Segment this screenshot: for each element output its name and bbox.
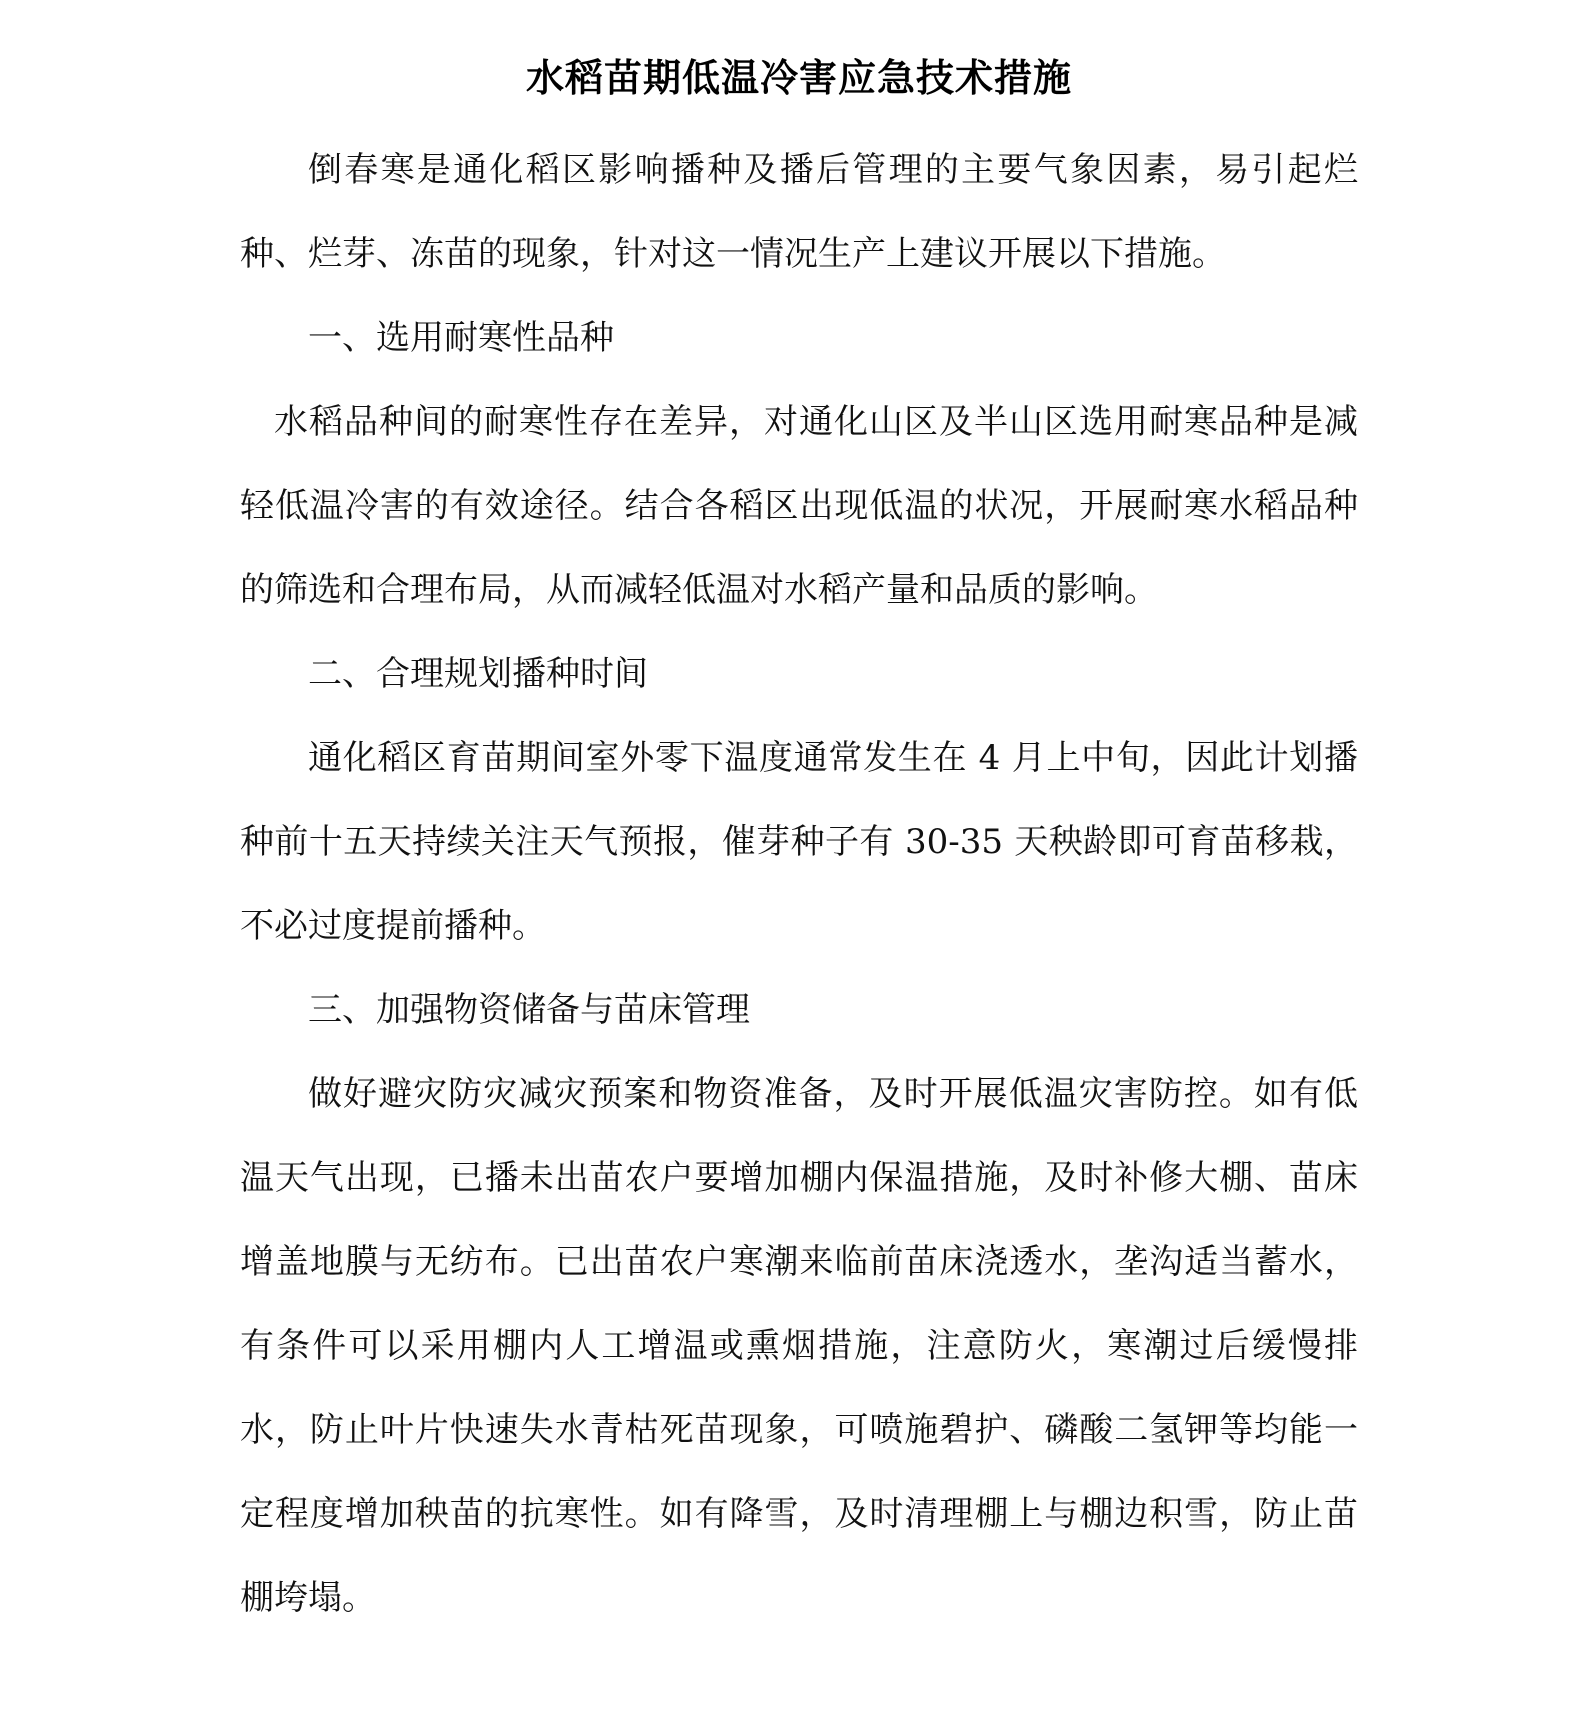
section-3-paragraph: 做好避灾防灾减灾预案和物资准备，及时开展低温灾害防控。如有低温天气出现，已播未出苗农户要增加棚内保温措施，及时补修大棚、苗床增盖地膜与无纺布。已出苗农户寒潮来临前苗床浇透水，垄沟适当蓄水，有条件可以采用棚内人工增温或熏烟措施，注意防火，寒潮过后缓慢排水，防止叶片快速失水青枯死苗现象，可喷施碧护、磷酸二氢钾等均能一定程度增加秧苗的抗寒性。如有降雪，及时清理棚上与棚边积雪，防止苗棚垮塌。 [240, 1074, 1358, 1618]
section-1-paragraph: 水稻品种间的耐寒性存在差异，对通化山区及半山区选用耐寒品种是减轻低温冷害的有效途径。结合各稻区出现低温的状况，开展耐寒水稻品种的筛选和合理布局，从而减轻低温对水稻产量和品质的影响。 [240, 402, 1358, 610]
section-heading-1: 一、选用耐寒性品种 [308, 318, 614, 358]
section-2-paragraph: 通化稻区育苗期间室外零下温度通常发生在 4 月上中旬，因此计划播种前十五天持续关注天气预报，催芽种子有 30-35 天秧龄即可育苗移栽，不必过度提前播种。 [240, 738, 1358, 946]
section-heading-2: 二、合理规划播种时间 [308, 654, 648, 694]
section-heading-3: 三、加强物资储备与苗床管理 [308, 990, 750, 1030]
document-title: 水稻苗期低温冷害应急技术措施 [525, 56, 1072, 100]
intro-paragraph: 倒春寒是通化稻区影响播种及播后管理的主要气象因素，易引起烂种、烂芽、冻苗的现象，针对这一情况生产上建议开展以下措施。 [240, 150, 1358, 274]
document-page [240, 50, 1358, 1640]
